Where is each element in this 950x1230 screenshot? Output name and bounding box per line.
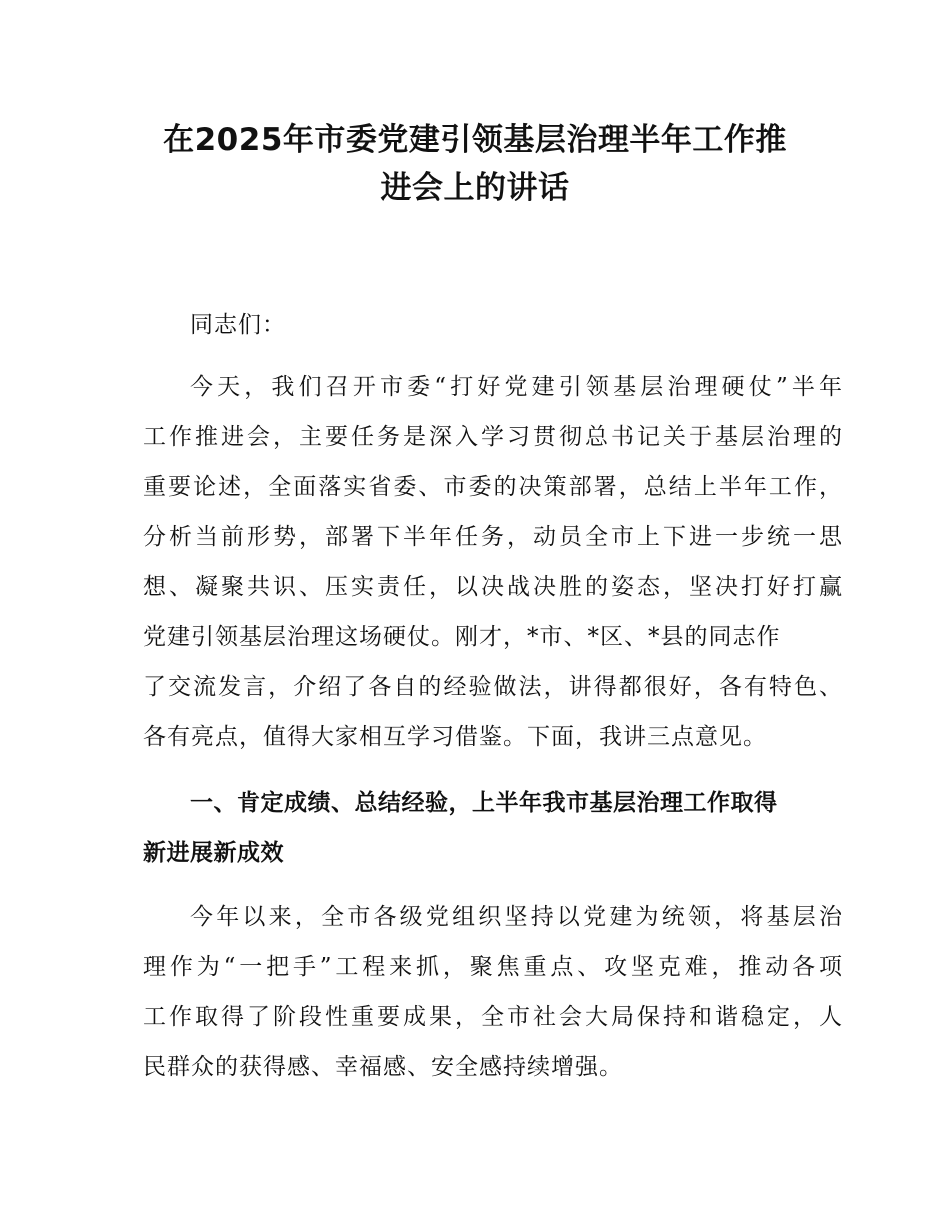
paragraph-1-line-7: 了交流发言，介绍了各自的经验做法，讲得都很好，各有特色、 [143, 674, 843, 700]
paragraph-1-line-8: 各有亮点，值得大家相互学习借鉴。下面，我讲三点意见。 [143, 724, 767, 750]
document-title-line-1: 在2025年市委党建引领基层治理半年工作推 [163, 122, 787, 158]
section-heading-1-line-1: 一、肯定成绩、总结经验，上半年我市基层治理工作取得 [190, 790, 778, 816]
paragraph-2-line-2: 理作为“一把手”工程来抓，聚焦重点、攻坚克难，推动各项 [143, 954, 843, 980]
paragraph-1-line-1: 今天，我们召开市委“打好党建引领基层治理硬仗”半年 [190, 374, 843, 400]
section-heading-1-line-2: 新进展新成效 [143, 840, 284, 866]
paragraph-1-line-4: 分析当前形势，部署下半年任务，动员全市上下进一步统一思 [143, 524, 843, 550]
paragraph-2-line-3: 工作取得了阶段性重要成果，全市社会大局保持和谐稳定，人 [143, 1004, 843, 1030]
paragraph-2-line-4: 民群众的获得感、幸福感、安全感持续增强。 [143, 1054, 623, 1080]
paragraph-1-line-5: 想、凝聚共识、压实责任，以决战决胜的姿态，坚决打好打赢 [143, 574, 843, 600]
paragraph-2-line-1: 今年以来，全市各级党组织坚持以党建为统领，将基层治 [190, 904, 843, 930]
paragraph-1-line-2: 工作推进会，主要任务是深入学习贯彻总书记关于基层治理的 [143, 424, 843, 450]
paragraph-1-line-3: 重要论述，全面落实省委、市委的决策部署，总结上半年工作， [143, 474, 843, 500]
salutation: 同志们： [190, 312, 286, 338]
paragraph-1-line-6: 党建引领基层治理这场硬仗。刚才，*市、*区、*县的同志作 [143, 624, 781, 650]
document-title-line-2: 进会上的讲话 [380, 170, 570, 206]
